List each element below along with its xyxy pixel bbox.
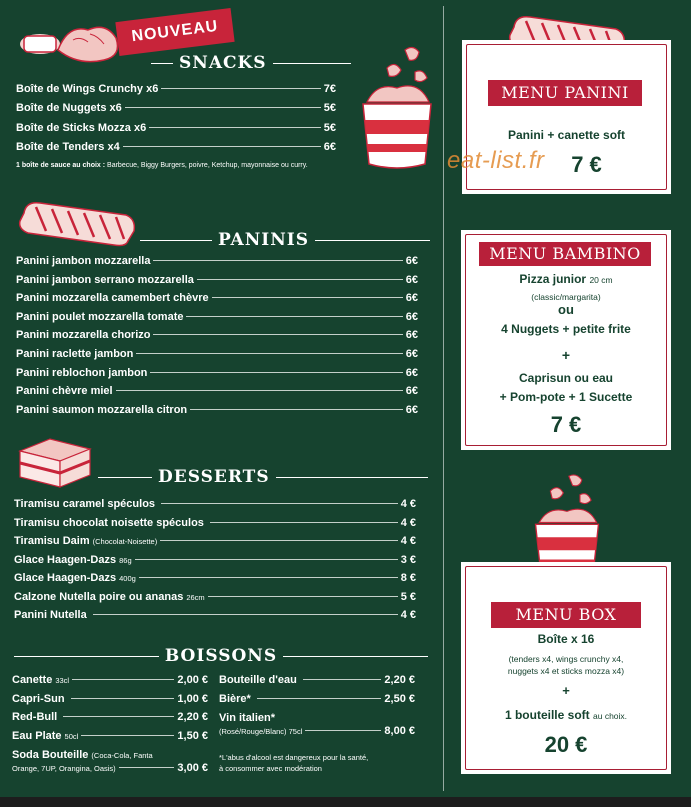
panini-row bbox=[16, 367, 418, 379]
dessert-row bbox=[14, 498, 416, 510]
item-name: Calzone Nutella poire ou ananas bbox=[14, 590, 184, 603]
panini-row bbox=[16, 255, 418, 267]
menu-panini-price: 7 € bbox=[571, 152, 602, 177]
menu-box-line4: 1 bouteille soft au choix. bbox=[504, 708, 628, 722]
drink-row bbox=[12, 711, 208, 723]
item-price: 4 € bbox=[400, 498, 416, 510]
snack-row bbox=[16, 83, 336, 95]
menu-panini-title: MENU PANINI bbox=[488, 80, 642, 106]
item-detail: 400g bbox=[119, 574, 136, 583]
panini-row bbox=[16, 385, 418, 397]
item-name: Canette bbox=[12, 674, 53, 686]
column-divider bbox=[443, 6, 444, 791]
item-name: Boîte de Tenders x4 bbox=[16, 140, 120, 153]
item-price: 6€ bbox=[323, 140, 336, 153]
menu-box-title: MENU BOX bbox=[491, 602, 641, 628]
item-detail: 50cl bbox=[64, 732, 79, 742]
panini-row bbox=[16, 329, 418, 341]
item-name: Panini jambon serrano mozzarella bbox=[16, 273, 194, 286]
item-name: Panini saumon mozzarella citron bbox=[16, 403, 188, 416]
item-name: Eau Plate bbox=[12, 730, 62, 743]
drink-row-soda: Soda Bouteille (Coca-Cola, Fanta bbox=[12, 749, 153, 761]
item-price: 3 € bbox=[400, 553, 416, 566]
item-name: Glace Haagen-Dazs bbox=[14, 553, 117, 566]
panini-row bbox=[16, 404, 418, 416]
menu-box-plus: + bbox=[562, 683, 570, 698]
item-price: 4 € bbox=[400, 516, 416, 529]
item-detail: (Chocolat-Noisette) bbox=[92, 537, 158, 546]
panini-row bbox=[16, 274, 418, 286]
panini-row bbox=[16, 292, 418, 304]
item-price: 1,00 € bbox=[177, 692, 208, 705]
item-name: Boîte de Sticks Mozza x6 bbox=[16, 121, 147, 134]
item-detail: 86g bbox=[119, 555, 132, 565]
item-price: 5 € bbox=[400, 590, 416, 603]
item-price: 6€ bbox=[405, 310, 418, 323]
dessert-row bbox=[14, 535, 416, 547]
item-name: Tiramisu chocolat noisette spéculos bbox=[14, 516, 204, 529]
item-name: Red-Bull bbox=[12, 711, 58, 724]
item-price: 4 € bbox=[400, 609, 416, 621]
panini-illustration bbox=[16, 197, 138, 249]
item-price: 8 € bbox=[400, 572, 416, 584]
item-name: Boîte de Wings Crunchy x6 bbox=[16, 83, 159, 95]
item-price: 6€ bbox=[405, 366, 418, 379]
item-detail: 33cl bbox=[55, 676, 70, 685]
dessert-row bbox=[14, 554, 416, 566]
drink-row-vin: Vin italien* bbox=[219, 712, 276, 724]
menu-bambino-title: MENU BAMBINO bbox=[479, 242, 651, 266]
panini-row bbox=[16, 311, 418, 323]
drink-row-soda-detail: Orange, 7UP, Orangina, Oasis) 3,00 € bbox=[12, 762, 208, 774]
alcohol-disclaimer: *L'abus d'alcool est dangereux pour la santé, à consommer avec modération bbox=[219, 753, 369, 773]
item-name: Capri-Sun bbox=[12, 692, 65, 705]
drink-row bbox=[12, 674, 208, 686]
item-price: 6€ bbox=[405, 292, 418, 305]
item-price: 6€ bbox=[405, 329, 418, 342]
item-price: 7€ bbox=[323, 83, 336, 95]
item-price: 2,00 € bbox=[177, 674, 208, 686]
menu-bambino-line3: 4 Nuggets + petite frite bbox=[501, 322, 631, 336]
menu-bambino-plus: + bbox=[561, 347, 571, 363]
item-price: 2,50 € bbox=[384, 692, 415, 705]
item-name: Panini chèvre miel bbox=[16, 385, 113, 398]
item-price: 5€ bbox=[323, 121, 336, 134]
item-name: Tiramisu Daim bbox=[14, 535, 90, 547]
item-name: Panini poulet mozzarella tomate bbox=[16, 310, 184, 323]
chicken-bucket-illustration bbox=[357, 42, 437, 172]
menu-bambino-line5: + Pom-pote + 1 Sucette bbox=[499, 390, 633, 404]
nouveau-badge: NOUVEAU bbox=[115, 8, 234, 56]
watermark: eat-list.fr bbox=[447, 147, 545, 174]
item-price: 6€ bbox=[405, 348, 418, 360]
snack-row bbox=[16, 141, 336, 153]
item-name: Bière* bbox=[219, 692, 251, 705]
menu-box-card bbox=[461, 562, 671, 774]
snack-row bbox=[16, 102, 336, 114]
desserts-title: DESSERTS bbox=[98, 467, 428, 487]
menu-bambino-price: 7 € bbox=[550, 412, 582, 437]
item-price: 6€ bbox=[405, 273, 418, 286]
item-name: Tiramisu caramel spéculos bbox=[14, 498, 156, 510]
item-price: 2,20 € bbox=[177, 711, 208, 724]
menu-box-line3: nuggets x4 et sticks mozza x4) bbox=[507, 666, 625, 676]
item-name: Panini jambon mozzarella bbox=[16, 255, 151, 267]
item-price: 6€ bbox=[405, 403, 418, 416]
paninis-title: PANINIS bbox=[140, 230, 430, 250]
item-price: 6€ bbox=[405, 255, 418, 267]
menu-bambino-ou: ou bbox=[558, 302, 574, 317]
wings-bowl-illustration bbox=[18, 16, 128, 68]
snack-row bbox=[16, 122, 336, 134]
dessert-row bbox=[14, 572, 416, 584]
boissons-title: BOISSONS bbox=[14, 646, 428, 666]
dessert-row bbox=[14, 517, 416, 529]
item-name: Panini mozzarella chorizo bbox=[16, 329, 151, 342]
item-price: 6€ bbox=[405, 385, 418, 398]
drink-row bbox=[12, 693, 208, 705]
item-name: Panini reblochon jambon bbox=[16, 366, 148, 379]
item-name: Bouteille d'eau bbox=[219, 674, 297, 686]
snacks-sauce-note: 1 boîte de sauce au choix : Barbecue, Biggy Burgers, poivre, Ketchup, mayonnaise ou curry. bbox=[16, 162, 308, 169]
drink-row bbox=[219, 674, 415, 686]
item-name: Boîte de Nuggets x6 bbox=[16, 102, 122, 115]
panini-row bbox=[16, 348, 418, 360]
item-name: Panini raclette jambon bbox=[16, 348, 134, 360]
item-name: Panini Nutella bbox=[14, 609, 87, 621]
drink-row bbox=[12, 730, 208, 742]
item-price: 5€ bbox=[323, 102, 336, 115]
menu-bambino-line2: (classic/margarita) bbox=[531, 292, 601, 302]
menu-bambino-card bbox=[461, 230, 671, 450]
menu-box-line2: (tenders x4, wings crunchy x4, bbox=[508, 654, 624, 664]
item-detail: 26cm bbox=[186, 592, 205, 602]
dessert-row bbox=[14, 609, 416, 621]
cake-illustration bbox=[14, 433, 94, 493]
menu-box-line1: Boîte x 16 bbox=[537, 632, 595, 646]
menu-bambino-line1: Pizza junior 20 cm bbox=[519, 272, 613, 286]
item-price: 2,20 € bbox=[384, 674, 415, 686]
menu-panini-line: Panini + canette soft bbox=[507, 128, 626, 142]
item-name: Panini mozzarella camembert chèvre bbox=[16, 292, 209, 305]
item-price: 4 € bbox=[400, 535, 416, 547]
item-price: 1,50 € bbox=[177, 730, 208, 743]
dessert-row bbox=[14, 591, 416, 603]
drink-row-vin-detail: (Rosé/Rouge/Blanc) 75cl 8,00 € bbox=[219, 725, 415, 737]
snacks-title: SNACKS bbox=[151, 53, 351, 73]
menu-bambino-line4: Caprisun ou eau bbox=[518, 371, 613, 385]
item-name: Glace Haagen-Dazs bbox=[14, 572, 117, 584]
drink-row bbox=[219, 693, 415, 705]
menu-box-price: 20 € bbox=[544, 732, 588, 757]
